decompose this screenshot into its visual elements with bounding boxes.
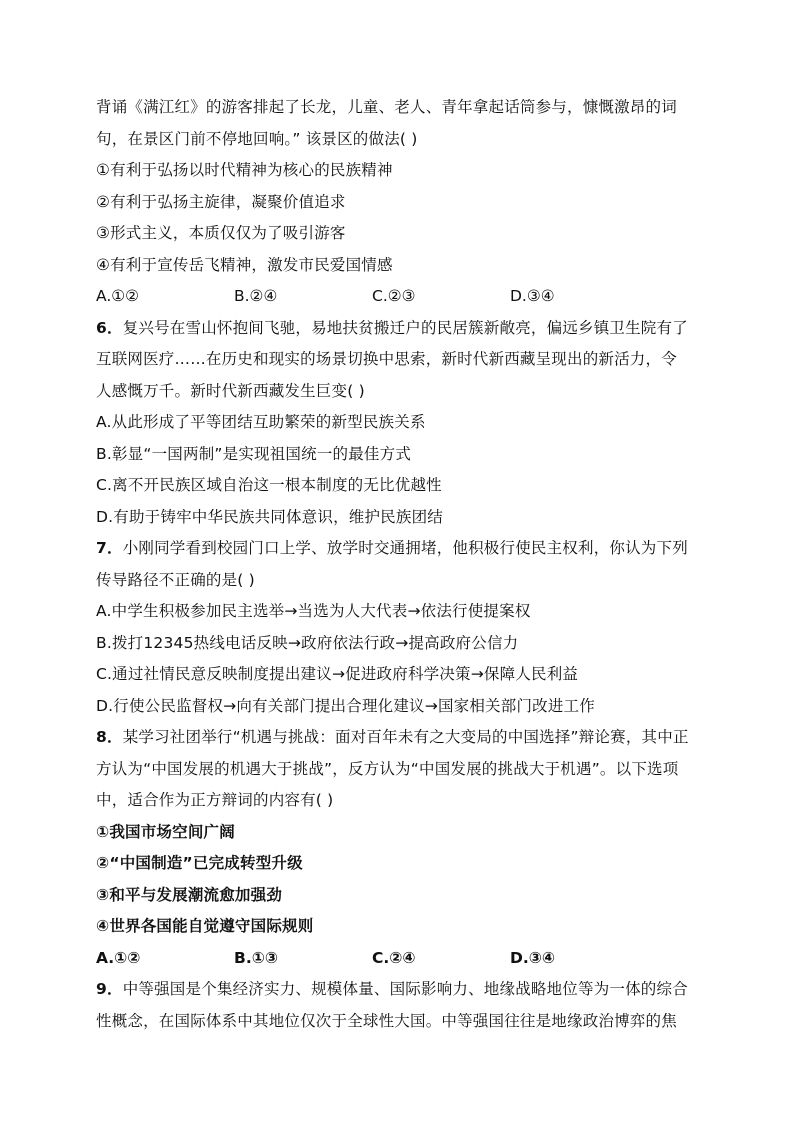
q6-option-d: D.有助于铸牢中华民族共同体意识，维护民族团结 <box>96 507 443 526</box>
page-content <box>96 92 700 1037</box>
q9-stem-line-2: 性概念，在国际体系中其地位仅次于全球性大国。中等强国往往是地缘政治博弈的焦 <box>96 1011 677 1030</box>
q8-stem-line-3: 中，适合作为正方辩词的内容有( ) <box>96 791 334 809</box>
q8-statement-2: ②“中国制造”已完成转型升级 <box>96 854 303 872</box>
q6-stem-line-3: 人感慨万千。新时代新西藏发生巨变( ) <box>96 381 365 400</box>
q5-statement-4: ④有利于宣传岳飞精神，激发市民爱国情感 <box>96 255 393 274</box>
q8-option-c: C.②④ <box>372 948 416 967</box>
q7-option-c: C.通过社情民意反映制度提出建议→促进政府科学决策→保障人民利益 <box>96 665 579 683</box>
q8-stem-text-1: 某学习社团举行“机遇与挑战：面对百年未有之大变局的中国选择”辩论赛，其中正 <box>122 728 689 746</box>
q5-stem-line-2: 句，在景区门前不停地回响。” 该景区的做法( ) <box>96 129 418 148</box>
q7-stem-text-1: 小刚同学看到校园门口上学、放学时交通拥堵，他积极行使民主权利，你认为下列 <box>122 539 688 557</box>
q5-statement-1: ①有利于弘扬以时代精神为核心的民族精神 <box>96 161 393 179</box>
q5-option-d: D.③④ <box>510 287 555 305</box>
q5-option-a: A.①② <box>96 287 140 305</box>
q6-stem-line-1 <box>96 313 700 345</box>
q6-option-a: A.从此形成了平等团结互助繁荣的新型民族关系 <box>96 413 426 431</box>
q6-stem-text-1: 复兴号在雪山怀抱间飞驰，易地扶贫搬迁户的民居簇新敞亮，偏远乡镇卫生院有了 <box>122 318 688 337</box>
q8-option-d: D.③④ <box>510 948 556 967</box>
q5-statement-2: ②有利于弘扬主旋律，凝聚价值追求 <box>96 192 346 211</box>
q6-stem-line-2: 互联网医疗……在历史和现实的场景切换中思索，新时代新西藏呈现出的新活力，令 <box>96 350 677 368</box>
q9-stem-line-1 <box>96 974 700 1006</box>
q9-stem-text-1: 中等强国是个集经济实力、规模体量、国际影响力、地缘战略地位等为一体的综合 <box>122 980 688 998</box>
q8-statement-4: ④世界各国能自觉遵守国际规则 <box>96 917 314 935</box>
q6-option-c: C.离不开民族区域自治这一根本制度的无比优越性 <box>96 476 442 494</box>
q8-options <box>96 943 700 975</box>
q8-stem-line-2: 方认为“中国发展的机遇大于挑战”，反方认为“中国发展的挑战大于机遇”。以下选项 <box>96 759 679 778</box>
q5-options <box>96 281 700 313</box>
q5-option-c: C.②③ <box>372 287 416 305</box>
q8-statement-3: ③和平与发展潮流愈加强劲 <box>96 885 283 904</box>
q7-stem-line-2: 传导路径不正确的是( ) <box>96 570 255 589</box>
q7-number: 7． <box>96 539 123 557</box>
q7-option-a: A.中学生积极参加民主选举→当选为人大代表→依法行使提案权 <box>96 602 531 620</box>
q8-number: 8． <box>96 728 123 746</box>
q7-option-b: B.拨打12345热线电话反映→政府依法行政→提高政府公信力 <box>96 633 519 652</box>
q9-number: 9． <box>96 980 123 998</box>
q5-statement-3: ③形式主义，本质仅仅为了吸引游客 <box>96 224 346 242</box>
q8-option-a: A.①② <box>96 948 141 967</box>
q5-option-b: B.②④ <box>234 287 278 305</box>
q6-number: 6． <box>96 318 123 337</box>
q7-stem-line-1 <box>96 533 700 565</box>
q8-option-b: B.①③ <box>234 948 278 967</box>
q7-option-d: D.行使公民监督权→向有关部门提出合理化建议→国家相关部门改进工作 <box>96 696 595 715</box>
q8-statement-1: ①我国市场空间广阔 <box>96 822 235 841</box>
q6-option-b: B.彰显“一国两制”是实现祖国统一的最佳方式 <box>96 444 412 463</box>
q5-stem-line-1: 背诵《满江红》的游客排起了长龙，儿童、老人、青年拿起话筒参与，慷慨激昂的词 <box>96 98 677 116</box>
q8-stem-line-1 <box>96 722 700 754</box>
